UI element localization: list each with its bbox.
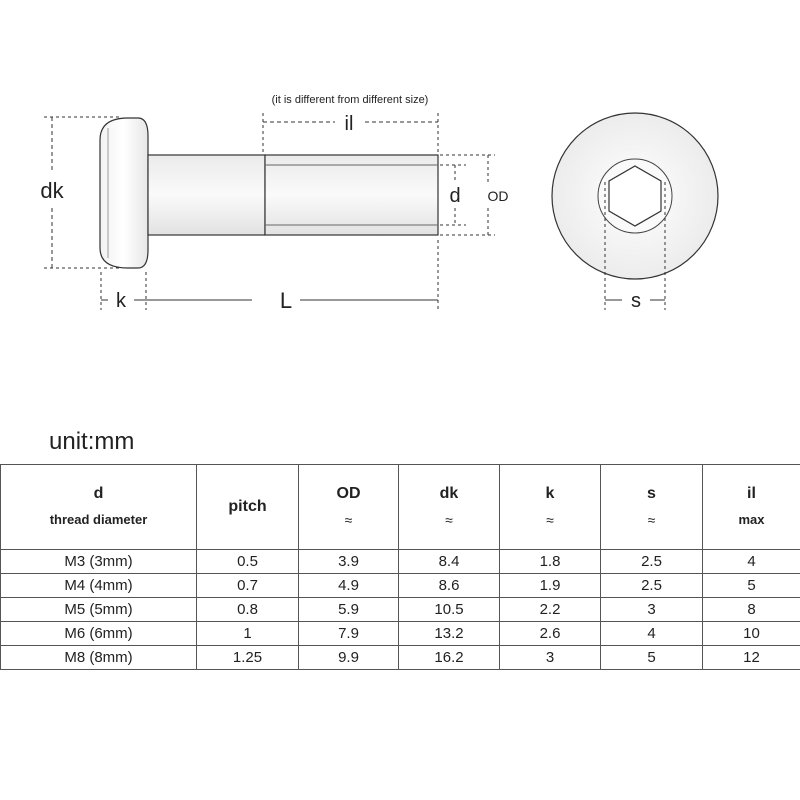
table-cell: M4 (4mm) — [1, 574, 197, 598]
table-cell: 5 — [601, 646, 703, 670]
table-cell: 4.9 — [299, 574, 399, 598]
table-cell: 4 — [703, 550, 800, 574]
table-cell: 16.2 — [399, 646, 500, 670]
header-pitch: pitch — [197, 465, 299, 550]
table-cell: 1.9 — [500, 574, 601, 598]
header-dk: dk ≈ — [399, 465, 500, 550]
table-cell: 2.2 — [500, 598, 601, 622]
s-label: s — [631, 290, 641, 312]
table-cell: M6 (6mm) — [1, 622, 197, 646]
dk-label: dk — [40, 178, 64, 203]
table-cell: 8 — [703, 598, 800, 622]
table-cell: 2.5 — [601, 550, 703, 574]
table-cell: 3.9 — [299, 550, 399, 574]
table-cell: 1.25 — [197, 646, 299, 670]
table-row — [1, 598, 800, 622]
table-cell: M8 (8mm) — [1, 646, 197, 670]
table-cell: 2.6 — [500, 622, 601, 646]
table-cell: 3 — [500, 646, 601, 670]
table-cell: 4 — [601, 622, 703, 646]
il-label: il — [344, 113, 354, 135]
table-header-row — [1, 465, 800, 550]
header-od: OD ≈ — [299, 465, 399, 550]
k-l-dimension — [101, 240, 438, 310]
table-cell: 0.7 — [197, 574, 299, 598]
header-d: d thread diameter — [1, 465, 197, 550]
table-body — [1, 550, 800, 670]
table-cell: 5 — [703, 574, 800, 598]
unit-label: unit:mm — [49, 428, 135, 455]
table-row — [1, 550, 800, 574]
table-cell: M3 (3mm) — [1, 550, 197, 574]
header-k: k ≈ — [500, 465, 601, 550]
l-label: L — [279, 288, 293, 313]
table-cell: 9.9 — [299, 646, 399, 670]
screw-shank — [148, 155, 265, 235]
table-cell: 8.4 — [399, 550, 500, 574]
table-row — [1, 646, 800, 670]
table-cell: 1 — [197, 622, 299, 646]
table-cell: M5 (5mm) — [1, 598, 197, 622]
table-cell: 13.2 — [399, 622, 500, 646]
header-s: s ≈ — [601, 465, 703, 550]
screw-thread — [265, 155, 438, 235]
table-cell: 0.5 — [197, 550, 299, 574]
table-cell: 7.9 — [299, 622, 399, 646]
table-cell: 1.8 — [500, 550, 601, 574]
table-cell: 10 — [703, 622, 800, 646]
d-label: d — [449, 185, 461, 207]
table-cell: 2.5 — [601, 574, 703, 598]
k-label: k — [116, 290, 126, 312]
table-cell: 12 — [703, 646, 800, 670]
size-note: (it is different from different size) — [271, 94, 429, 106]
table-row — [1, 622, 800, 646]
table-cell: 5.9 — [299, 598, 399, 622]
dimension-table — [0, 464, 800, 670]
table-cell: 10.5 — [399, 598, 500, 622]
table-cell: 3 — [601, 598, 703, 622]
screw-dimension-drawing — [0, 0, 800, 340]
table-cell: 0.8 — [197, 598, 299, 622]
screw-head — [100, 118, 148, 268]
header-il: il max — [703, 465, 800, 550]
table-cell: 8.6 — [399, 574, 500, 598]
od-label: OD — [487, 188, 509, 204]
table-row — [1, 574, 800, 598]
